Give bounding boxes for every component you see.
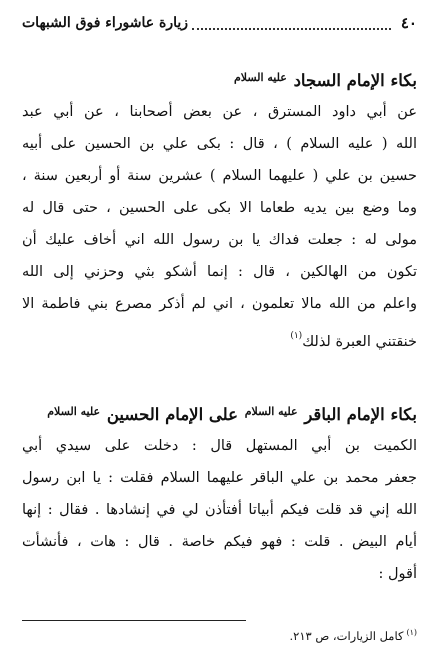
text-line: مولى له : جعلت فداك يا بن رسول الله اني أخاف عليك أن	[22, 232, 417, 248]
text-line: الكميت بن أبي المستهل قال : دخلت على سيدي أبي	[22, 438, 417, 454]
section-heading-sajjad	[22, 66, 417, 90]
page-number: ٤٠	[400, 14, 417, 32]
text-line: الله إني قد قلت فيكم أبياتا أفتأذن لي في إنشادها . فقال : إنها	[22, 502, 417, 518]
text-line-last: أقول :	[378, 566, 417, 582]
paragraph-sajjad	[22, 96, 417, 352]
footnote-text: كامل الزيارات، ص ٢١٣.	[289, 629, 404, 643]
section-heading-baqir	[22, 400, 417, 424]
section-heading-text: بكاء الإمام الباقر	[304, 405, 417, 424]
honorific-mark: عليه السلام	[47, 405, 101, 418]
header-dot-leader	[192, 17, 391, 30]
text-line: حسين بن علي ( عليهما السلام ) عشرين سنة أو أربعين سنة ،	[22, 168, 417, 184]
running-title: زيارة عاشوراء فوق الشبهات	[22, 15, 189, 31]
paragraph-baqir	[22, 430, 417, 590]
footnote-separator	[22, 620, 246, 621]
honorific-mark: عليه السلام	[233, 71, 287, 84]
footnote	[290, 628, 418, 643]
footnote-reference: (١)	[290, 331, 303, 341]
text-line: أيام البيض . قلت : فهو فيكم خاصة . قال : هات ، فأنشأت	[22, 534, 417, 550]
text-line-content: خنقتني العبرة لذلك	[302, 334, 417, 350]
footnote-number: (١)	[406, 628, 417, 637]
text-line: الله ( عليه السلام ) ، قال : بكى علي بن الحسين على أبيه	[22, 136, 417, 152]
running-header	[22, 12, 417, 34]
section-heading-text: بكاء الإمام السجاد	[293, 71, 417, 90]
text-line-last	[22, 320, 417, 352]
text-line: جعفر محمد بن علي الباقر عليهما السلام فقلت : يا ابن رسول	[22, 470, 417, 486]
section-heading-text: على الإمام الحسين	[106, 405, 238, 424]
text-line: وما وضع بين يديه طعاما الا بكى على الحسين ، حتى قال له	[22, 200, 417, 216]
honorific-mark: عليه السلام	[244, 405, 298, 418]
text-line: تكون من الهالكين ، قال : إنما أشكو بثي وحزني إلى الله	[22, 264, 417, 280]
text-line: واعلم من الله مالا تعلمون ، اني لم أذكر مصرع بني فاطمة الا	[22, 296, 417, 312]
text-line: عن أبي داود المسترق ، عن بعض أصحابنا ، عن أبي عبد	[22, 104, 417, 120]
